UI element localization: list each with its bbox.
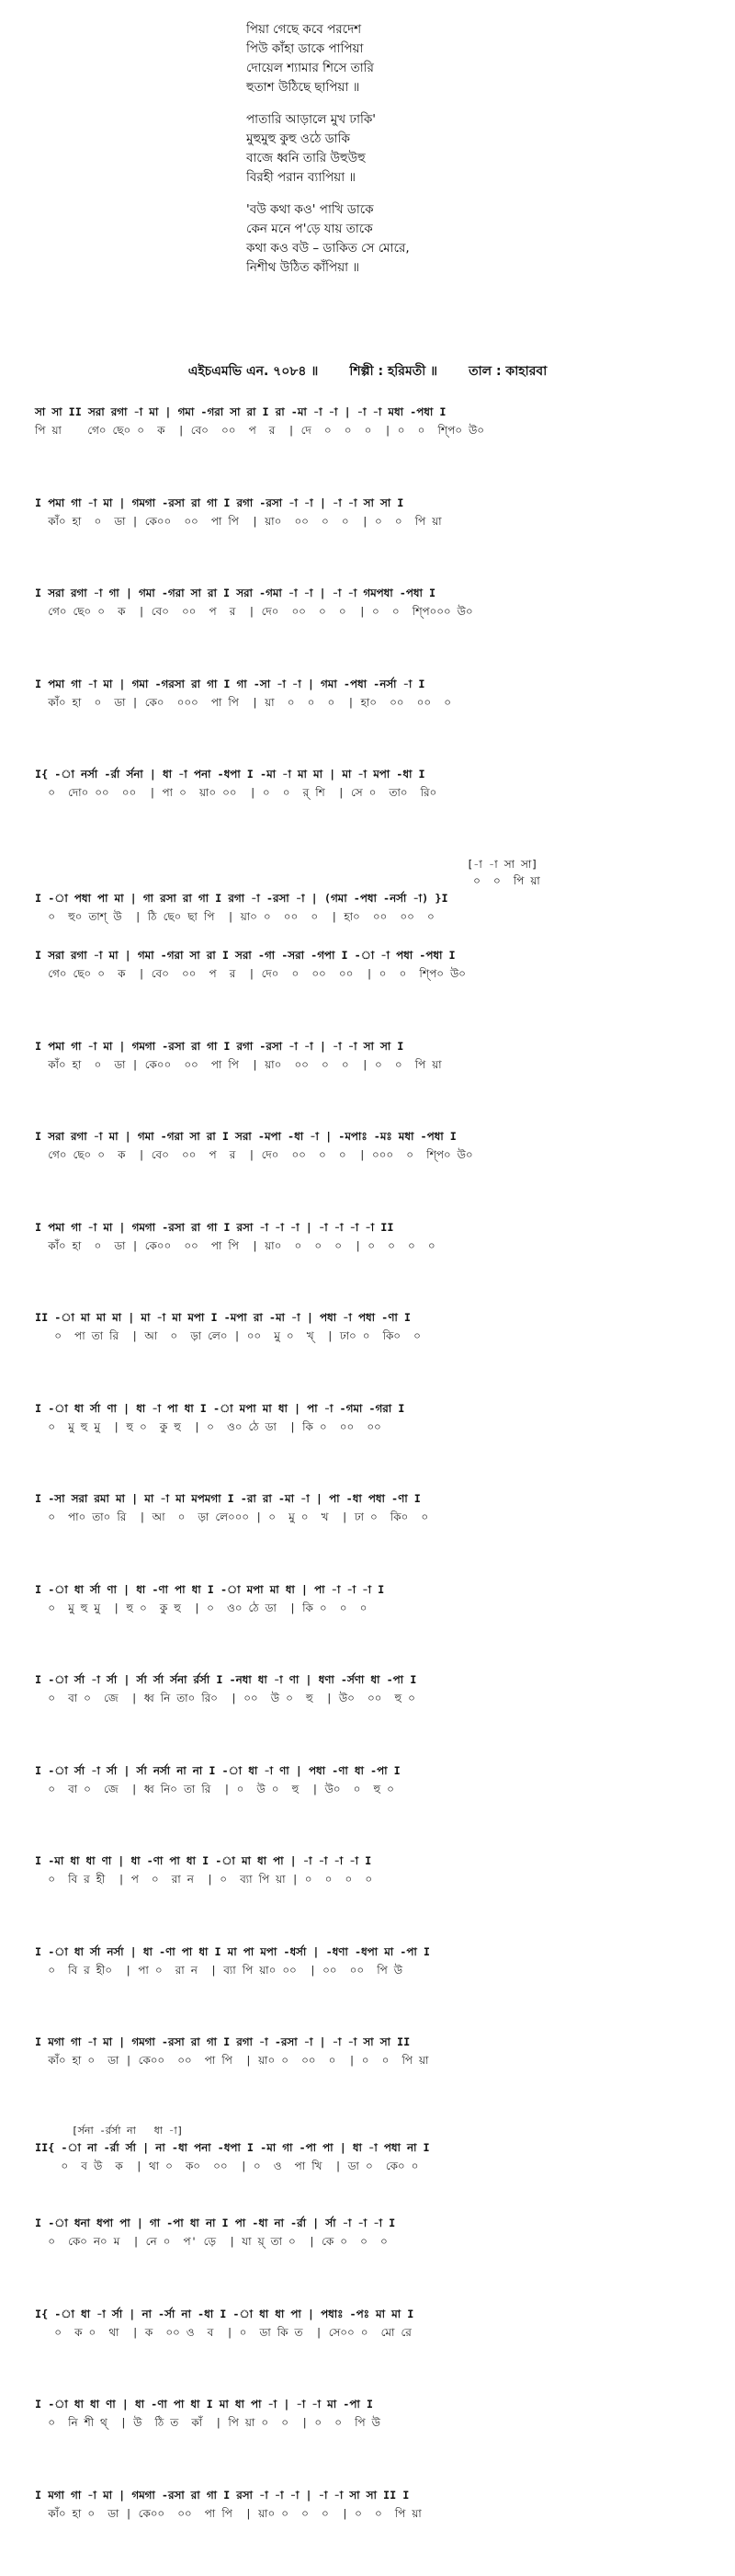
notation-block	[35, 1218, 715, 1309]
notation-alt-line: [-া -া সা সা]	[467, 856, 715, 872]
notation-swara-row: I পমা গা -া মা | গমা -গরসা রা গা I গা -সা -া -া | গমা -পধা -নর্সা -া I	[35, 675, 715, 693]
notation-lyric-row: ০ হু০ তাশ্ উ | ঠি ছে০ ছা পি | য়া০ ০ ০০ ০ | হা০ ০০ ০০ ০	[35, 907, 715, 926]
notation-swara-row: I -া ধা র্সা নর্সা | ধা -ণা পা ধা I মা পা মপা -ধর্সা | -ধণা -ধপা মা -পা I	[35, 1943, 715, 1961]
notation-block	[35, 1943, 715, 2034]
notation-block	[35, 1037, 715, 1128]
notation-lyric-row: গে০ ছে০ ০ ক | বে০ ০০ প র | দে০ ০০ ০ ০ | ০ ০ শ্পি০০০ উ০	[35, 602, 715, 621]
poem-line: 'বউ কথা কও' পাখি ডাকে	[246, 200, 595, 220]
poem-line: বাজে ধ্বনি তারি উহুউহু	[246, 149, 595, 168]
notation-swara-row: I পমা গা -া মা | গমগা -রসা রা গা I রগা -রসা -া -া | -া -া সা সা I	[35, 1037, 715, 1055]
notation-block	[35, 584, 715, 675]
poem-stanza	[246, 110, 595, 188]
notation-block	[35, 1127, 715, 1218]
notation-lyric-row: কাঁ০ হা ০ ডা | কে০০ ০০ পা পি | য়া০ ০০ ০ ০ | ০ ০ পি য়া	[35, 512, 715, 530]
notation-lyric-row: ০ বা ০ জে | ধ্ব নি তা০ রি০ | ০০ উ ০ হু | উ০ ০০ হু ০	[35, 1689, 715, 1707]
notation-swara-row: I পমা গা -া মা | গমগা -রসা রা গা I রগা -রসা -া -া | -া -া সা সা I	[35, 494, 715, 512]
notation-lyric-row: ০ কে০ ন০ ম | নে ০ প' ড়ে | যা য়্ তা ০ | কে ০ ০ ০	[35, 2232, 715, 2251]
notation-block	[35, 675, 715, 766]
notation-swara-row: I -সা সরা রমা মা | মা -া মা মপমগা I -রা রা -মা -া | পা -ধা পধা -ণা I	[35, 1489, 715, 1508]
notation-swara-row: I সরা রগা -া মা | গমা -গরা সা রা I সরা -গা -সরা -গপা I -া -া পধা -পধা I	[35, 946, 715, 964]
poem-stanza	[246, 20, 595, 97]
notation-lyric-row: কাঁ০ হা ০ ডা | কে০০ ০০ পা পি | য়া০ ০ ০ ০ | ০ ০ ০ ০	[35, 1237, 715, 1255]
notation-block	[35, 2033, 715, 2124]
notation-swara-row: II -া মা মা মা | মা -া মা মপা I -মপা রা -মা -া | পধা -া পধা -ণা I	[35, 1308, 715, 1327]
poem-lyrics	[246, 20, 595, 291]
notation-lyric-row: ০ বি র হী | প ০ রা ন | ০ ব্যা পি য়া | ০ ০ ০ ০	[35, 1870, 715, 1888]
poem-line: দোয়েল শ্যামার শিসে তারি	[246, 59, 595, 78]
notation-swara-row: I সরা রগা -া গা | গমা -গরা সা রা I সরা -গমা -া -া | -া -া গমপধা -পধা I	[35, 584, 715, 602]
notation-swara-row: I -া ধা ধা ণা | ধা -ণা পা ধা I মা ধা পা -া | -া -া মা -পা I	[35, 2395, 715, 2413]
notation-swara-row: II{ -া না -র্রা র্সা | না -ধা পনা -ধপা I -মা গা -পা পা | ধা -া পধা না I	[35, 2138, 715, 2157]
notation-block	[35, 1761, 715, 1852]
poem-line: বিরহী পরান ব্যাপিয়া ॥	[246, 168, 595, 188]
notation-lyric-row: কাঁ০ হা ০ ডা | কে০০ ০০ পা পি | য়া০ ০ ০ ০ | ০ ০ পি য়া	[35, 2504, 715, 2523]
notation-lyric-row: ০ বা ০ জে | ধ্ব নি০ তা রি | ০ উ ০ হু | উ০ ০ হু ০	[35, 1780, 715, 1798]
notation-alt-swara: [র্সনা -র্রর্সা না ধা -া]	[72, 2124, 715, 2138]
notation-block	[35, 856, 715, 947]
notation-block	[35, 946, 715, 1037]
notation-block	[35, 2395, 715, 2486]
notation-swara-row: I{ -া নর্সা -র্রা র্সনা | ধা -া পনা -ধপা I -মা -া মা মা | মা -া মপা -ধা I	[35, 765, 715, 783]
notation-swara-row: I -া ধা র্সা ণা | ধা -া পা ধা I -া মপা মা ধা | পা -া -গমা -গরা I	[35, 1399, 715, 1418]
notation-lyric-row: ০ মু হু মু | হু ০ কু হু | ০ ও০ ঠে ডা | কি ০ ০ ০	[35, 1599, 715, 1617]
notation-swara-row: I সরা রগা -া মা | গমা -গরা সা রা I সরা -মপা -ধা -া | -মপাঃ -মঃ মধা -পধা I	[35, 1127, 715, 1146]
tala-name: তাল : কাহারবা	[469, 360, 547, 382]
artist-name: শিল্পী : হরিমতী ॥	[349, 360, 437, 382]
notation-lyric-row: ০ পা০ তা০ রি | আ ০ ড়া লে০০০ | ০ মু ০ খ | ঢা ০ কি০ ০	[35, 1508, 715, 1526]
notation-block	[35, 2486, 715, 2576]
notation-lyric-row: কাঁ০ হা ০ ডা | কে০০ ০০ পা পি | য়া০ ০০ ০ ০ | ০ ০ পি য়া	[35, 1055, 715, 1074]
notation-lyric-row: ০ নি শী থ্ | উ ঠি ত কাঁ | পি য়া ০ ০ | ০ ০ পি উ	[35, 2413, 715, 2432]
notation-lyric-row: ০ মু হু মু | হু ০ কু হু | ০ ও০ ঠে ডা | কি ০ ০০ ০০	[35, 1418, 715, 1436]
notation-swara-row: I পমা গা -া মা | গমগা -রসা রা গা I রসা -া -া -া | -া -া -া -া II	[35, 1218, 715, 1237]
notation-block	[35, 1670, 715, 1761]
notation-swara-row: I -া ধনা ধপা পা | গা -পা ধা না I পা -ধা না -র্রা | র্সা -া -া -া I	[35, 2214, 715, 2232]
poem-line: নিশীথ উঠিত কাঁপিয়া ॥	[246, 258, 595, 278]
notation-block	[35, 765, 715, 856]
notation-lyric-row: গে০ ছে০ ০ ক | বে০ ০০ প র | দে০ ০ ০০ ০০ | ০ ০ শ্পি০ উ০	[35, 964, 715, 983]
notation-lyric-row: কাঁ০ হা ০ ডা | কে০ ০০০ পা পি | য়া ০ ০ ০ | হা০ ০০ ০০ ০	[35, 693, 715, 712]
notation-lyric-row: ০ ব উ ক | থা ০ ক০ ০০ | ০ ও পা খি | ডা ০ কে০ ০	[35, 2157, 715, 2175]
notation-swara-row: I -া র্সা -া র্সা | র্সা নর্সা না না I -া ধা -া ণা | পধা -ণা ধা -পা I	[35, 1761, 715, 1780]
record-number: এইচএমভি এন. ৭০৮৪ ॥	[188, 360, 319, 382]
notation-lyric-row: পি য়া গে০ ছে০ ০ ক | বে০ ০০ প র | দে ০ ০ ০ | ০ ০ শ্পি০ উ০	[35, 421, 715, 439]
notation-swara-row: I মগা গা -া মা | গমগা -রসা রা গা I রগা -া -রসা -া | -া -া সা সা II	[35, 2033, 715, 2051]
poem-stanza	[246, 200, 595, 278]
poem-line: পিয়া গেছে কবে পরদেশ	[246, 20, 595, 40]
poem-line: কেন মনে প'ড়ে যায় তাকে	[246, 220, 595, 239]
notation-swara-row: I -া পধা পা মা | গা রসা রা গা I রগা -া -রসা -া | (গমা -পধা -নর্সা -া) }I	[35, 889, 715, 907]
notation-lyric-row: কাঁ০ হা ০ ডা | কে০০ ০০ পা পি | য়া০ ০ ০০ ০ | ০ ০ পি য়া	[35, 2051, 715, 2069]
notation-block	[35, 2124, 715, 2215]
poem-line: পাতারি আড়ালে মুখ ঢাকি'	[246, 110, 595, 130]
notation-swara-row: I -া ধা র্সা ণা | ধা -ণা পা ধা I -া মপা মা ধা | পা -া -া -া I	[35, 1580, 715, 1599]
notation-swara-row: I মগা গা -া মা | গমগা -রসা রা গা I রসা -া -া -া | -া -া সা সা II I	[35, 2486, 715, 2504]
poem-line: পিউ কাঁহা ডাকে পাপিয়া	[246, 40, 595, 59]
notation-lyric-row: ০ বি র হী০ | পা ০ রা ন | ব্যা পি য়া০ ০০ | ০০ ০০ পি উ	[35, 1961, 715, 1979]
song-info	[0, 360, 735, 382]
notation-block	[35, 1580, 715, 1671]
notation-block	[35, 1852, 715, 1943]
notation-swara-row: I -মা ধা ধা ণা | ধা -ণা পা ধা I -া মা ধা পা | -া -া -া -া I	[35, 1852, 715, 1870]
notation-block	[35, 1399, 715, 1490]
swaralipi-notation	[35, 403, 715, 2576]
notation-block	[35, 494, 715, 585]
notation-lyric-row: ০ পা তা রি | আ ০ ড়া লে০ | ০০ মু ০ খ্ | ঢা০ ০ কি০ ০	[35, 1327, 715, 1345]
notation-block	[35, 403, 715, 494]
notation-lyric-row: ০ দো০ ০০ ০০ | পা ০ য়া০ ০০ | ০ ০ র্ শি | সে ০ তা০ রি০	[35, 783, 715, 802]
poem-line: কথা কও বউ – ডাকিত সে মোরে,	[246, 239, 595, 258]
notation-swara-row: I -া র্সা -া র্সা | র্সা র্সা র্সনা র্রর্সা I -নধা ধা -া ণা | ধণা -র্সণা ধা -পা I	[35, 1670, 715, 1689]
poem-line: মুহুমুহু কুহু ওঠে ডাকি	[246, 130, 595, 149]
notation-swara-row: I{ -া ধা -া র্সা | না -র্সা না -ধা I -া ধা ধা পা | পধাঃ -পঃ মা মা I	[35, 2305, 715, 2323]
notation-block	[35, 2305, 715, 2396]
notation-alt-line: ০ ০ পি য়া	[467, 872, 715, 889]
notation-block	[35, 1308, 715, 1399]
notation-lyric-row: ০ ক ০ থা | ক ০০ ও ব | ০ ডা কি ত | সে০০ ০ মো রে	[35, 2323, 715, 2342]
notation-block	[35, 2214, 715, 2305]
notation-swara-row: সা সা II সরা রগা -া মা | গমা -গরা সা রা I রা -মা -া -া | -া -া মধা -পধা I	[35, 403, 715, 421]
poem-line: হুতাশ উঠিছে ছাপিয়া ॥	[246, 78, 595, 97]
notation-lyric-row: গে০ ছে০ ০ ক | বে০ ০০ প র | দে০ ০০ ০ ০ | ০০০ ০ শ্পি০ উ০	[35, 1146, 715, 1164]
notation-block	[35, 1489, 715, 1580]
